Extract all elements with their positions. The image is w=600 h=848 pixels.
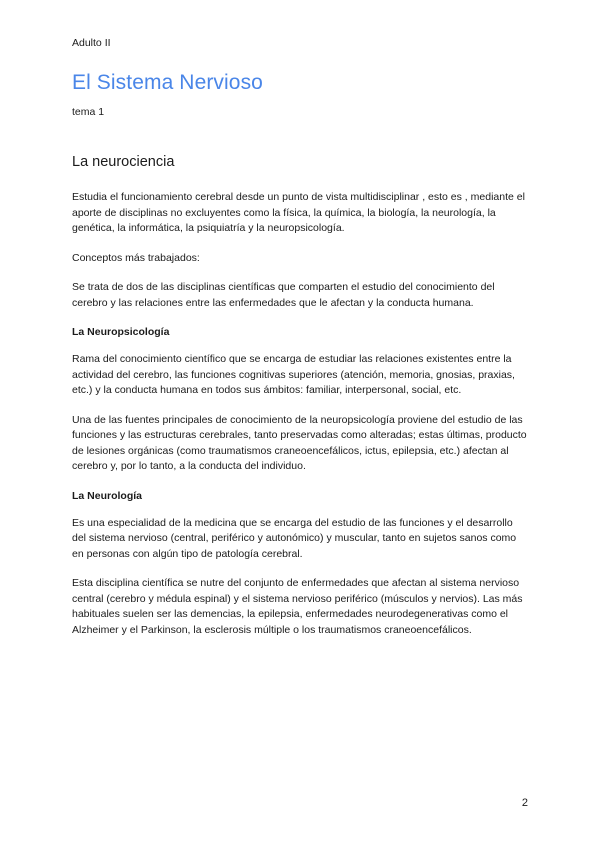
paragraph: Se trata de dos de las disciplinas científicas que comparten el estudio del conocimiento del cerebro y las relaciones entre las enfermedades que le afectan y la conducta humana. <box>72 281 495 309</box>
paragraph: Estudia el funcionamiento cerebral desde un punto de vista multidisciplinar , esto es , mediante el aporte de disciplinas no excluyentes como la física, la química, la biología, la neurología, la genética, la informática, la psiquiatría y la neuropsicología. <box>72 191 525 234</box>
paragraph: Es una especialidad de la medicina que se encarga del estudio de las funciones y el desarrollo del sistema nervioso (central, periférico y autonómico) y muscular, tanto en sujetos sanos como en personas con algún tipo de patología cerebral. <box>72 516 517 560</box>
document-body <box>72 153 528 652</box>
subheading-neurologia: La Neurología <box>72 489 143 502</box>
section-heading-neurociencia: La neurociencia <box>72 154 175 170</box>
document-title: El Sistema Nervioso <box>72 71 263 94</box>
section-neurologia <box>72 489 528 639</box>
paragraph: Una de las fuentes principales de conocimiento de la neuropsicología proviene del estudio de las funciones y las estructuras cerebrales, tanto preservadas como alteradas; estas últimas, producto de lesiones orgánicas (como traumatismos craneoencefálicos, ictus, epilepsia, etc.) afectan al cerebro y, por lo tanto, a la conducta del individuo. <box>72 413 527 472</box>
running-header: Adulto II <box>72 37 111 49</box>
page-number: 2 <box>521 797 528 809</box>
section-neurociencia <box>72 153 528 311</box>
section-neuropsicologia <box>72 325 528 475</box>
paragraph: Esta disciplina científica se nutre del conjunto de enfermedades que afectan al sistema nervioso central (cerebro y médula espinal) y el sistema nervioso periférico (músculos y nervios). Las más habituales suelen ser las demencias, la epilepsia, enfermedades neurodegenerativas como el Alzheimer y el Parkinson, la esclerosis múltiple o los traumatismos craneoencefálicos. <box>72 577 523 636</box>
document-subtitle: tema 1 <box>72 106 105 118</box>
subheading-neuropsicologia: La Neuropsicología <box>72 326 170 338</box>
paragraph: Rama del conocimiento científico que se encarga de estudiar las relaciones existentes entre la actividad del cerebro, las funciones cognitivas superiores (atención, memoria, gnosias, praxias, etc.) y la conducta humana en todos sus ámbitos: familiar, interpersonal, social, etc. <box>72 353 515 396</box>
paragraph: Conceptos más trabajados: <box>72 251 200 264</box>
